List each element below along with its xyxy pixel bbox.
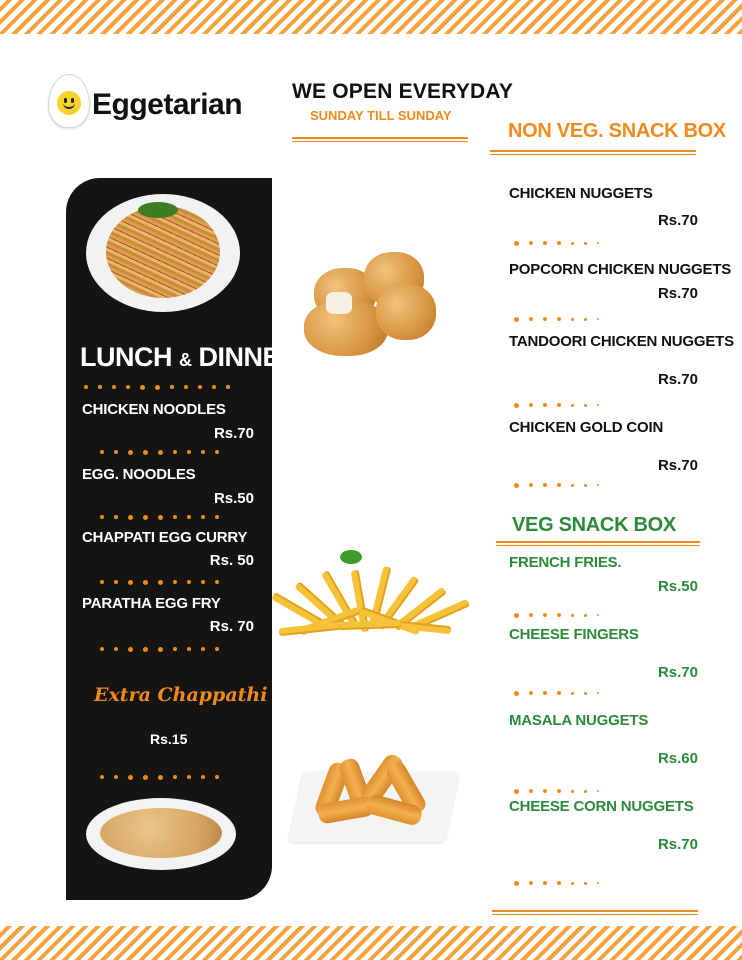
dotted-separator [100, 514, 229, 520]
lunch-item-name: CHICKEN NOODLES [82, 401, 226, 418]
lunch-item-price: Rs. 50 [209, 552, 254, 569]
lunch-item-name: CHAPPATI EGG CURRY [82, 529, 248, 546]
lunch-item-price: Rs. 70 [209, 618, 254, 635]
nonveg-item-name: TANDOORI CHICKEN NUGGETS [509, 333, 734, 350]
chicken-nuggets-image [304, 248, 436, 358]
dotted-separator [514, 880, 609, 886]
lunch-item-price: Rs.70 [213, 425, 254, 442]
lunch-title-word: LUNCH [80, 342, 172, 372]
brand-logo [48, 74, 268, 134]
chapati-bread [100, 808, 222, 858]
lunch-dinner-title [80, 342, 299, 373]
veg-item-price: Rs.70 [657, 664, 698, 681]
bottom-section-rule [492, 910, 698, 912]
dotted-separator [514, 402, 609, 408]
hours-subtitle: SUNDAY TILL SUNDAY [310, 108, 452, 123]
veg-section-title: VEG SNACK BOX [512, 514, 676, 536]
extra-chappathi-price: Rs.15 [150, 731, 188, 747]
dotted-separator [84, 384, 240, 390]
dotted-separator [514, 612, 609, 618]
dotted-separator [514, 690, 609, 696]
hours-title: WE OPEN EVERYDAY [292, 80, 514, 103]
dotted-separator [100, 449, 229, 455]
nonveg-section-rule [490, 150, 696, 152]
cheese-fingers-image [296, 752, 452, 844]
nonveg-item-price: Rs.70 [657, 285, 698, 302]
egg-icon [48, 74, 90, 128]
french-fries-image [276, 550, 466, 654]
brand-name: Eggetarian [92, 88, 243, 121]
dotted-separator [100, 646, 229, 652]
nonveg-item-price: Rs.70 [657, 457, 698, 474]
dotted-separator [514, 482, 609, 488]
nonveg-item-name: CHICKEN GOLD COIN [509, 419, 664, 436]
veg-item-price: Rs.60 [657, 750, 698, 767]
lunch-item-name: PARATHA EGG FRY [82, 595, 221, 612]
lunch-item-name: EGG. NOODLES [82, 466, 196, 483]
nonveg-item-name: POPCORN CHICKEN NUGGETS [509, 261, 732, 278]
veg-section-rule [496, 541, 700, 543]
veg-item-price: Rs.70 [657, 836, 698, 853]
top-stripe-border [0, 0, 742, 34]
herb-garnish [138, 202, 178, 218]
veg-item-name: FRENCH FRIES. [509, 554, 622, 571]
dotted-separator [514, 316, 609, 322]
nonveg-item-price: Rs.70 [657, 212, 698, 229]
noodles-plate-image [86, 194, 240, 312]
bottom-section-rule-thin [492, 914, 698, 915]
dotted-separator [100, 579, 229, 585]
chapati-plate-image [86, 798, 236, 870]
noodles-food [106, 206, 220, 298]
veg-item-name: CHEESE FINGERS [509, 626, 639, 643]
nonveg-section-title: NON VEG. SNACK BOX [508, 120, 726, 142]
veg-item-name: CHEESE CORN NUGGETS [509, 798, 694, 815]
veg-item-name: MASALA NUGGETS [509, 712, 649, 729]
smiley-face-icon [57, 91, 81, 115]
extra-chappathi-title: Extra Chappathi [94, 684, 268, 706]
veg-item-price: Rs.50 [657, 578, 698, 595]
nonveg-section-rule-thin [490, 154, 696, 155]
bottom-stripe-border [0, 926, 742, 960]
veg-section-rule-thin [496, 545, 700, 546]
dotted-separator [514, 240, 609, 246]
nonveg-item-price: Rs.70 [657, 371, 698, 388]
dotted-separator [514, 788, 609, 794]
lunch-item-price: Rs.50 [213, 490, 254, 507]
hours-divider-thin [292, 141, 468, 142]
dinner-title-word: DINNER [198, 342, 300, 372]
ampersand: & [179, 350, 192, 370]
nonveg-item-name: CHICKEN NUGGETS [509, 185, 653, 202]
dotted-separator [100, 774, 229, 780]
hours-divider [292, 137, 468, 139]
